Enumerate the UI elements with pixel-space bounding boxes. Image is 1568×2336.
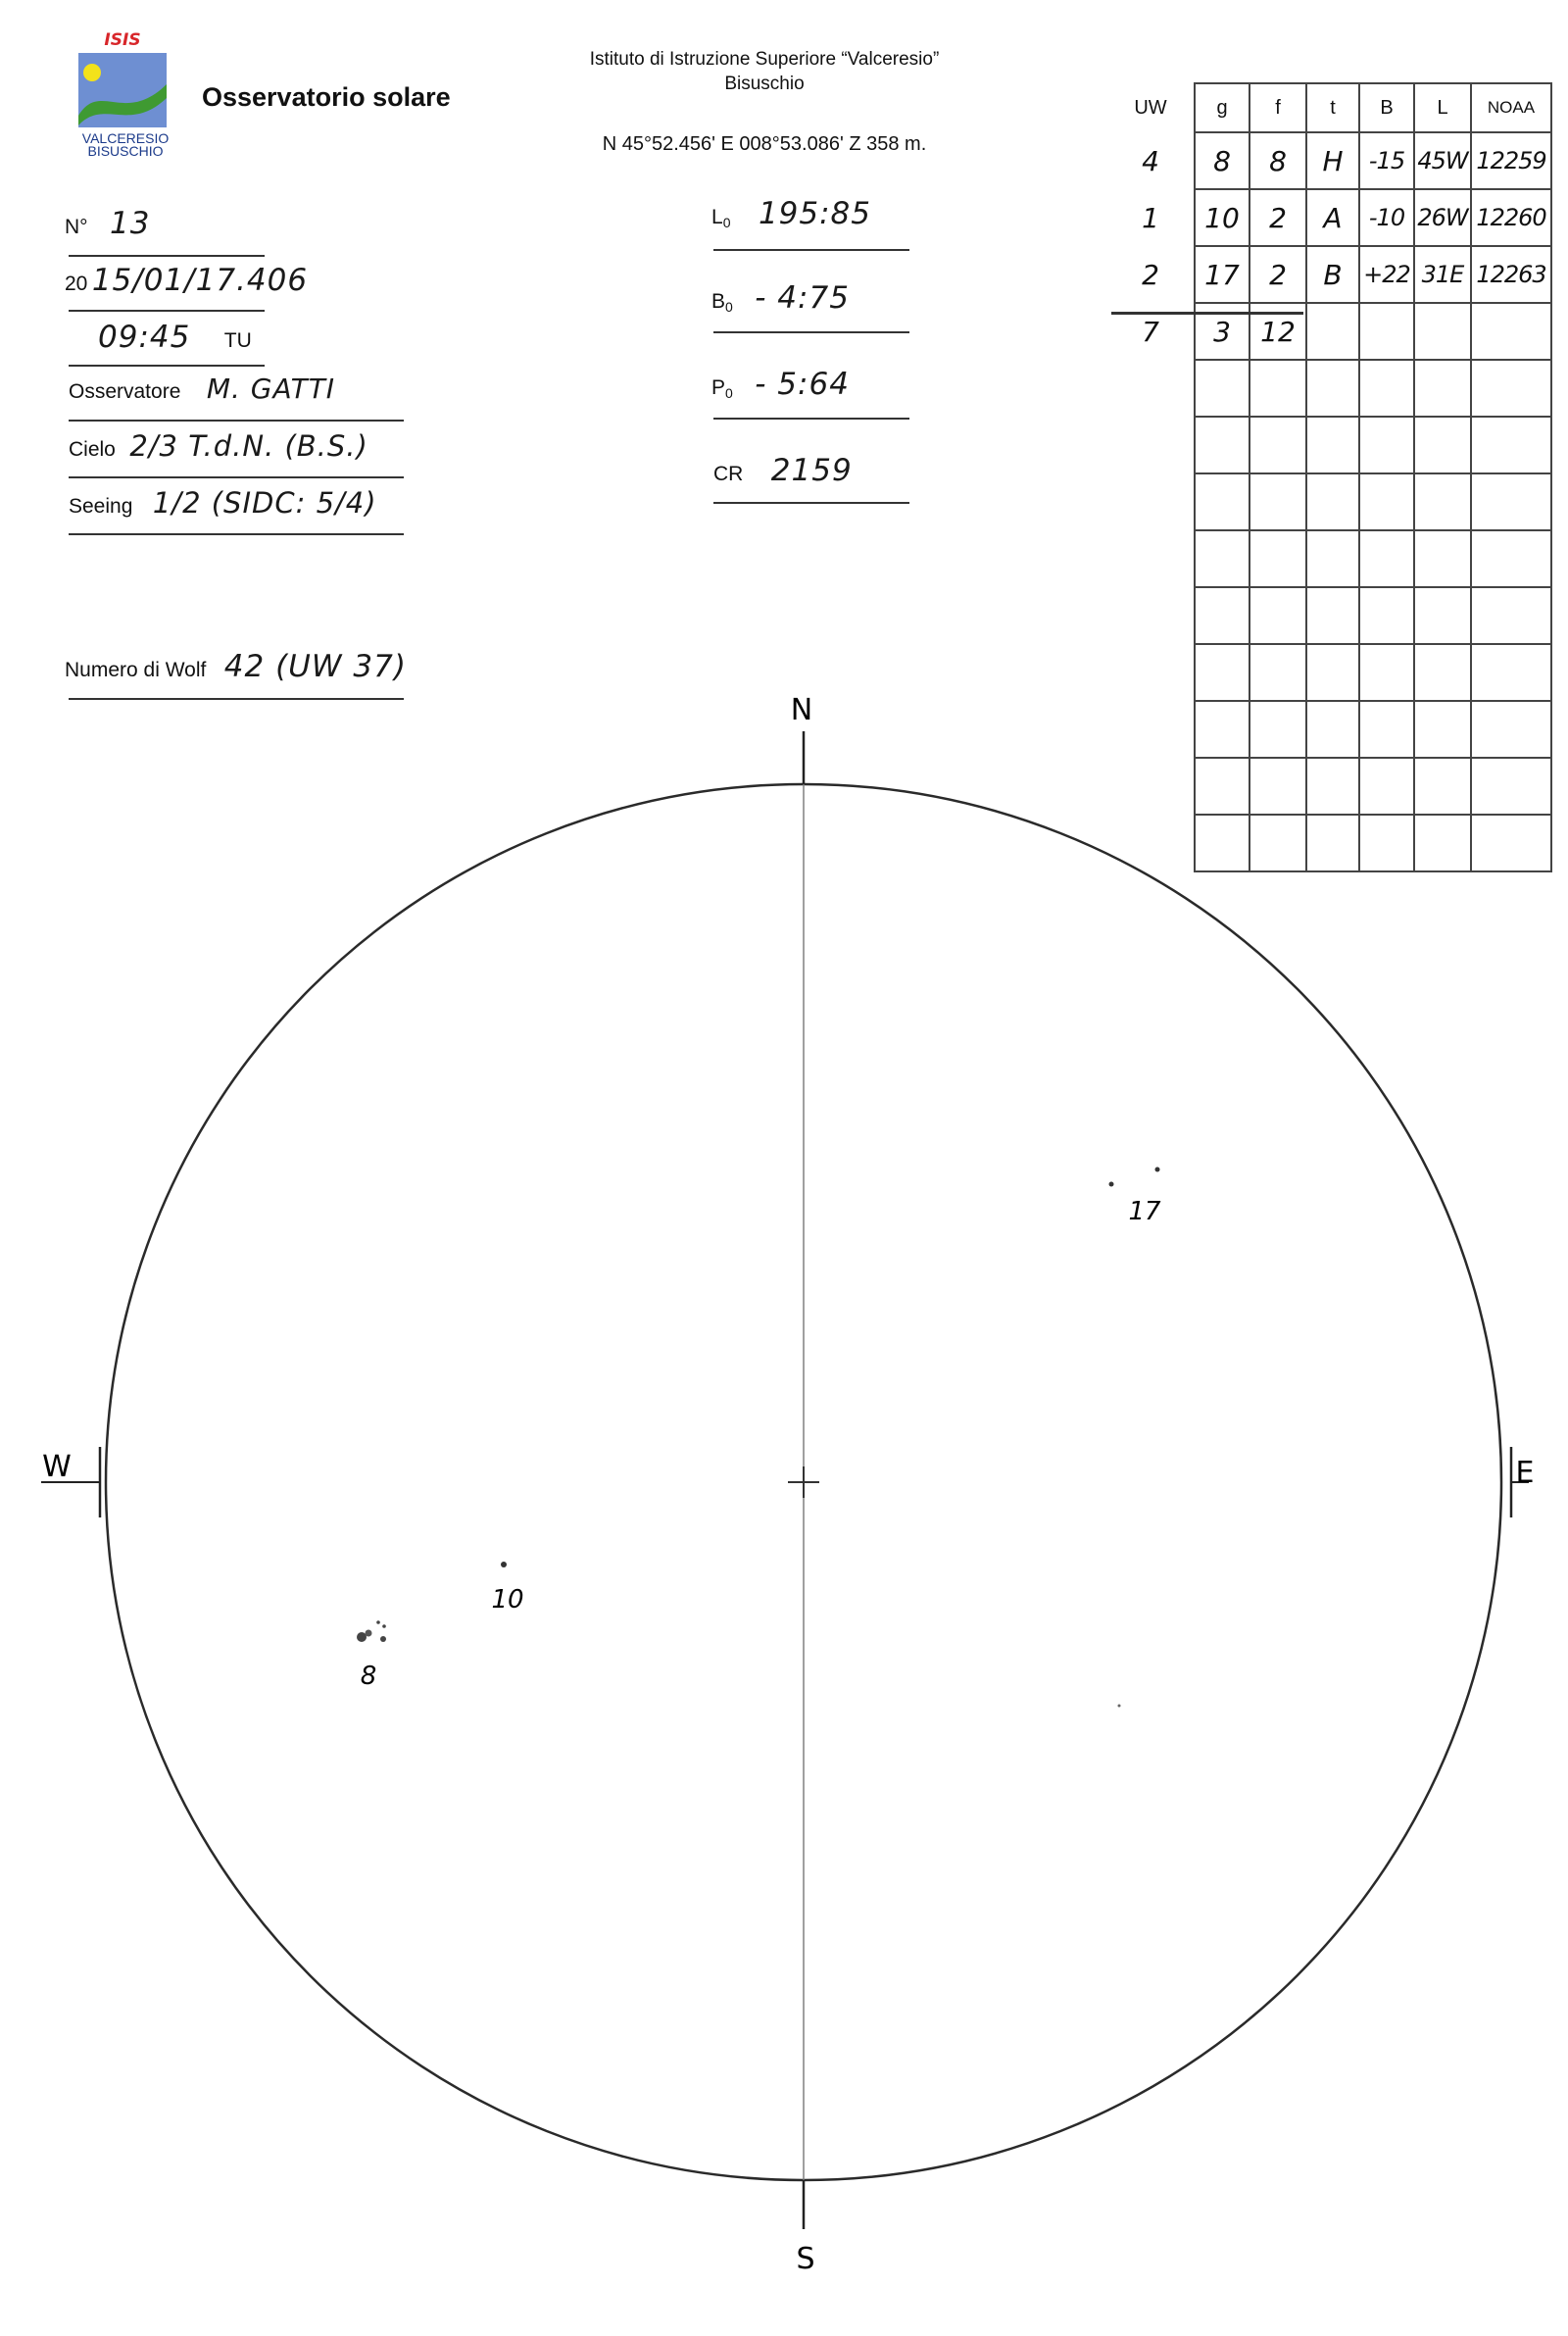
logo-caption-line1: VALCERESIO xyxy=(81,130,170,146)
table-header-l: L xyxy=(1414,83,1471,132)
date-value: 15/01/17.406 xyxy=(91,263,309,298)
date-prefix: 20 xyxy=(65,273,88,295)
table-total-g: 3 xyxy=(1195,303,1250,360)
table-total-f: 12 xyxy=(1250,303,1306,360)
group-label-8: 8 xyxy=(360,1662,377,1691)
table-cell-g: 17 xyxy=(1195,246,1250,303)
west-label: W xyxy=(42,1450,72,1484)
table-cell-noaa: 12259 xyxy=(1471,132,1551,189)
table-cell-b: -10 xyxy=(1359,189,1414,246)
group-label-10: 10 xyxy=(491,1585,524,1615)
time-unit: TU xyxy=(223,329,252,352)
seeing-label: Seeing xyxy=(69,495,133,518)
p0-sub: 0 xyxy=(725,385,733,402)
table-header-b: B xyxy=(1359,83,1414,132)
sky-value: 2/3 T.d.N. (B.S.) xyxy=(129,429,368,463)
table-cell-b: -15 xyxy=(1359,132,1414,189)
l0-sub: 0 xyxy=(722,215,731,231)
cr-label: CR xyxy=(713,463,744,485)
b0-sub: 0 xyxy=(725,299,733,316)
table-cell-l: 45W xyxy=(1414,132,1471,189)
logo-top-text: ISIS xyxy=(104,31,141,50)
l0-value: 195:85 xyxy=(758,196,871,231)
table-cell-uw: 2 xyxy=(1142,258,1159,291)
l0-label: L xyxy=(711,206,723,228)
number-label: N° xyxy=(65,216,88,238)
b0-value: - 4:75 xyxy=(755,280,850,316)
table-header-noaa: NOAA xyxy=(1471,83,1551,132)
table-cell-t: B xyxy=(1306,246,1359,303)
table-cell-noaa: 12260 xyxy=(1471,189,1551,246)
group-label-17: 17 xyxy=(1128,1197,1161,1226)
wolf-label: Numero di Wolf xyxy=(65,659,207,681)
east-label: E xyxy=(1515,1456,1535,1490)
sky-label: Cielo xyxy=(69,438,116,461)
institute-line1: Istituto di Istruzione Superiore “Valceresio” xyxy=(589,49,940,70)
table-cell-t: A xyxy=(1306,189,1359,246)
observer-value: M. GATTI xyxy=(206,373,336,405)
table-cell-t: H xyxy=(1306,132,1359,189)
sunspot-8a xyxy=(357,1632,367,1642)
p0-value: - 5:64 xyxy=(755,367,850,402)
time-value: 09:45 xyxy=(98,320,191,355)
table-cell-g: 8 xyxy=(1195,132,1250,189)
seeing-value: 1/2 (SIDC: 5/4) xyxy=(152,486,377,520)
sunspot-8d xyxy=(376,1620,380,1624)
table-header-g: g xyxy=(1195,83,1250,132)
table-cell-b: +22 xyxy=(1359,246,1414,303)
table-cell-l: 26W xyxy=(1414,189,1471,246)
table-cell-f: 2 xyxy=(1250,246,1306,303)
speck xyxy=(1118,1705,1121,1708)
b0-label: B xyxy=(711,290,726,313)
p0-label: P xyxy=(711,376,726,399)
table-header-uw: UW xyxy=(1134,96,1167,119)
table-total-uw: 7 xyxy=(1142,315,1159,348)
table-cell-f: 2 xyxy=(1250,189,1306,246)
observer-label: Osservatore xyxy=(69,380,181,403)
sunspot-8e xyxy=(382,1624,386,1628)
table-header-t: t xyxy=(1306,83,1359,132)
table-cell-l: 31E xyxy=(1414,246,1471,303)
sunspot-8b xyxy=(366,1630,372,1637)
sunspot-8c xyxy=(380,1636,386,1642)
table-cell-g: 10 xyxy=(1195,189,1250,246)
north-label: N xyxy=(790,693,813,727)
institute-line2: Bisuschio xyxy=(724,74,805,94)
table-cell-uw: 4 xyxy=(1142,144,1159,177)
observatory-coordinates: N 45°52.456' E 008°53.086' Z 358 m. xyxy=(602,133,927,155)
logo-caption-line2: BISUSCHIO xyxy=(87,143,164,159)
observatory-title: Osservatorio solare xyxy=(202,82,451,112)
sunspot-17b xyxy=(1155,1168,1160,1172)
sunspot-10 xyxy=(501,1562,507,1567)
sunspot-17a xyxy=(1109,1182,1114,1187)
table-cell-noaa: 12263 xyxy=(1471,246,1551,303)
table-cell-uw: 1 xyxy=(1142,201,1159,234)
table-cell-f: 8 xyxy=(1250,132,1306,189)
table-header-f: f xyxy=(1250,83,1306,132)
wolf-value: 42 (UW 37) xyxy=(223,649,407,684)
south-label: S xyxy=(796,2242,815,2276)
cr-value: 2159 xyxy=(770,453,853,488)
number-value: 13 xyxy=(110,206,151,241)
